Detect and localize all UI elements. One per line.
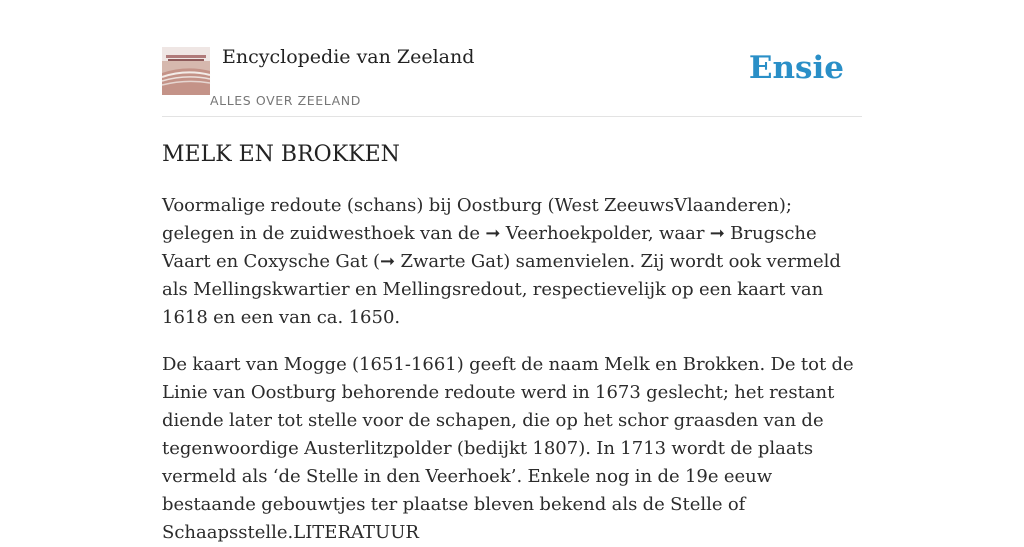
- site-subtitle: ALLES OVER ZEELAND: [210, 93, 361, 108]
- article-paragraph: Voormalige redoute (schans) bij Oostburg (West ZeeuwsVlaanderen); gelegen in de zuidwesthoek van de ➞ Veerhoekpolder, waar ➞ Brugsche Vaart en Coxysche Gat (➞ Zwarte Gat) samenvielen. Zij wordt ook vermeld als Mellingskwartier en Mellingsredout, respectievelijk op een kaart van 1618 en een van ca. 1650.: [162, 195, 841, 328]
- encyclopedia-avatar[interactable]: [162, 47, 210, 95]
- article-paragraph: De kaart van Mogge (1651-1661) geeft de naam Melk en Brokken. De tot de Linie van Oostburg behorende redoute werd in 1673 geslecht; het restant diende later tot stelle voor de schapen, die op het schor graasden van de tegenwoordige Austerlitzpolder (bedijkt 1807). In 1713 wordt de plaats vermeld als ‘de Stelle in den Veerhoek’. Enkele nog in de 19e eeuw bestaande gebouwtjes ter plaatse bleven bekend als de Stelle of Schaapsstelle.LITERATUUR: [162, 354, 854, 543]
- brand-logo-link[interactable]: Ensie: [748, 50, 844, 86]
- site-header: [162, 44, 862, 117]
- article: [162, 140, 862, 547]
- article-title: MELK EN BROKKEN: [162, 142, 400, 167]
- book-photo-icon: [162, 47, 210, 95]
- site-title-link[interactable]: Encyclopedie van Zeeland: [222, 46, 475, 68]
